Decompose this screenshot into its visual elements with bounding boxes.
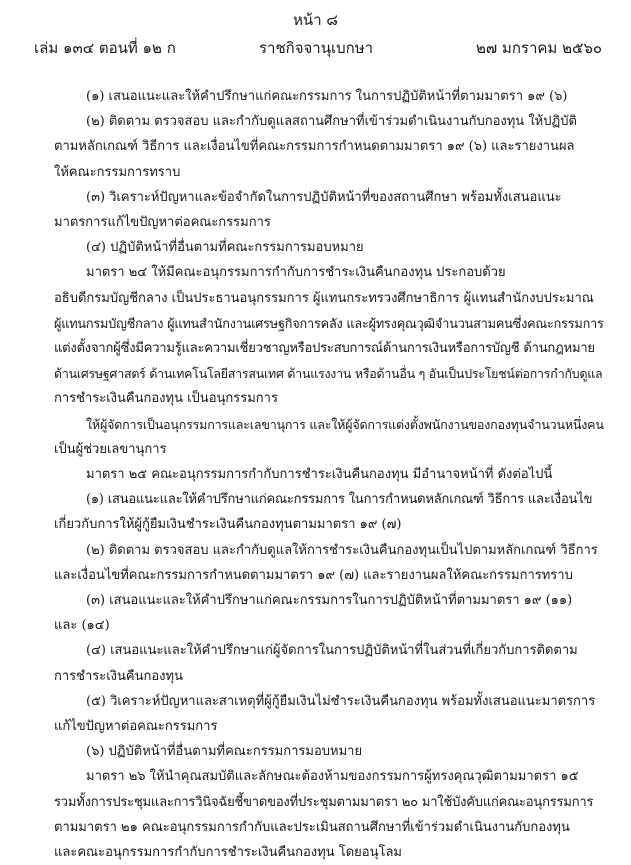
text-line: และคณะอนุกรรมการกำกับการชำระเงินคืนกองทุน โดยอนุโลม — [54, 845, 402, 861]
text-line: และ (๑๔) — [54, 618, 110, 634]
document-body — [54, 84, 604, 865]
text-line: การชำระเงินคืนกองทุน เป็นอนุกรรมการ — [54, 391, 278, 407]
text-line: ให้คณะกรรมการทราบ — [54, 164, 181, 180]
text-line: ตามมาตรา ๒๑ คณะอนุกรรมการกำกับและประเมินสถานศึกษาที่เข้าร่วมดำเนินงานกับกองทุน — [54, 819, 570, 835]
text-line: ให้ผู้จัดการเป็นอนุกรรมการและเลขานุการ และให้ผู้จัดการแต่งตั้งพนักงานของกองทุนจำนวนหนึ่งคน — [86, 416, 604, 432]
text-line: มาตรา ๒๕ คณะอนุกรรมการกำกับการชำระเงินคืนกองทุน มีอำนาจหน้าที่ ดังต่อไปนี้ — [86, 467, 553, 483]
text-line: มาตรา ๒๖ ให้นำคุณสมบัติและลักษณะต้องห้ามของกรรมการผู้ทรงคุณวุฒิตามมาตรา ๑๕ — [86, 769, 579, 785]
text-line: (๑) เสนอแนะและให้คำปรึกษาแก่คณะกรรมการ ในการปฏิบัติหน้าที่ตามมาตรา ๑๙ (๖) — [86, 89, 568, 104]
volume-issue: เล่ม ๑๓๔ ตอนที่ ๑๒ ก — [34, 39, 176, 57]
text-line: (๖) ปฏิบัติหน้าที่อื่นตามที่คณะกรรมการมอบหมาย — [86, 744, 363, 760]
publication-name: ราชกิจจานุเบกษา — [258, 39, 374, 57]
publication-date: ๒๗ มกราคม ๒๕๖๐ — [476, 39, 602, 57]
text-line: แต่งตั้งจากผู้ซึ่งมีความรู้และความเชี่ยวชาญหรือประสบการณ์ด้านการเงินหรือการบัญชี ด้านกฎหมาย — [54, 341, 595, 357]
text-line: อธิบดีกรมบัญชีกลาง เป็นประธานอนุกรรมการ ผู้แทนกระทรวงศึกษาธิการ ผู้แทนสำนักงบประมาณ — [54, 290, 594, 306]
text-line: เป็นผู้ช่วยเลขานุการ — [54, 441, 167, 457]
text-line: (๔) เสนอแนะและให้คำปรึกษาแก่ผู้จัดการในการปฏิบัติหน้าที่ในส่วนที่เกี่ยวกับการติดตาม — [86, 643, 578, 659]
text-line: (๑) เสนอแนะและให้คำปรึกษาแก่คณะกรรมการ ในการกำหนดหลักเกณฑ์ วิธีการ และเงื่อนไข — [86, 492, 593, 508]
page-number: หน้า ๘ — [293, 11, 338, 29]
text-line: การชำระเงินคืนกองทุน — [54, 668, 183, 684]
text-line: ด้านเศรษฐศาสตร์ ด้านเทคโนโลยีสารสนเทศ ด้านแรงงาน หรือด้านอื่น ๆ อันเป็นประโยชน์ต่อการกำกับดูแล — [54, 366, 603, 382]
text-line: ตามหลักเกณฑ์ วิธีการ และเงื่อนไขที่คณะกรรมการกำหนดตามมาตรา ๑๙ (๖) และรายงานผล — [54, 139, 575, 155]
text-line: (๒) ติดตาม ตรวจสอบ และกำกับดูแลสถานศึกษาที่เข้าร่วมดำเนินงานกับกองทุน ให้ปฏิบัติ — [86, 114, 577, 130]
text-line: (๓) วิเคราะห์ปัญหาและข้อจำกัดในการปฏิบัติหน้าที่ของสถานศึกษา พร้อมทั้งเสนอแนะ — [86, 189, 562, 205]
page-header — [30, 36, 602, 58]
text-line: เกี่ยวกับการให้ผู้กู้ยืมเงินชำระเงินคืนกองทุนตามมาตรา ๑๙ (๗) — [54, 517, 402, 533]
text-line: (๒) ติดตาม ตรวจสอบ และกำกับดูแลให้การชำระเงินคืนกองทุนเป็นไปตามหลักเกณฑ์ วิธีการ — [86, 542, 598, 558]
text-line: และเงื่อนไขที่คณะกรรมการกำหนดตามมาตรา ๑๙ (๗) และรายงานผลให้คณะกรรมการทราบ — [54, 567, 573, 583]
text-line: (๕) วิเคราะห์ปัญหาและสาเหตุที่ผู้กู้ยืมเงินไม่ชำระเงินคืนกองทุน พร้อมทั้งเสนอแนะมาตรการ — [86, 693, 596, 709]
text-line: มาตรา ๒๔ ให้มีคณะอนุกรรมการกำกับการชำระเงินคืนกองทุน ประกอบด้วย — [86, 265, 506, 281]
text-line: แก้ไขปัญหาต่อคณะกรรมการ — [54, 719, 218, 735]
text-line: (๓) เสนอแนะและให้คำปรึกษาแก่คณะกรรมการในการปฏิบัติหน้าที่ตามมาตรา ๑๙ (๑๑) — [86, 593, 573, 609]
text-line: (๔) ปฏิบัติหน้าที่อื่นตามที่คณะกรรมการมอบหมาย — [86, 240, 364, 256]
text-line: ผู้แทนกรมบัญชีกลาง ผู้แทนสำนักงานเศรษฐกิจการคลัง และผู้ทรงคุณวุฒิจำนวนสามคนซึ่งคณะกรรมการ — [54, 315, 604, 331]
text-line: มาตรการแก้ไขปัญหาต่อคณะกรรมการ — [54, 215, 271, 231]
text-line: รวมทั้งการประชุมและการวินิจฉัยชี้ขาดของที่ประชุมตามมาตรา ๒๐ มาใช้บังคับแก่คณะอนุกรรมการ — [54, 794, 594, 810]
